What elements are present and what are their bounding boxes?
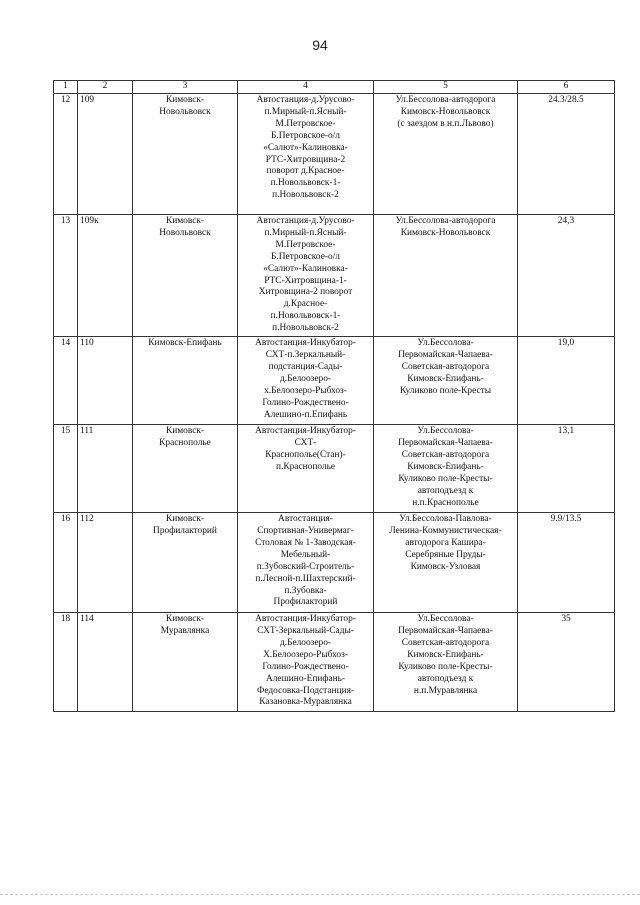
- route-path-cell-line: Спортивная-Универмаг-: [257, 525, 354, 536]
- route-length-cell: 24.3/28.5: [518, 94, 615, 215]
- route-path-cell-line: СХТ-: [294, 437, 317, 448]
- table-row: [54, 613, 615, 712]
- route-number-cell: 114: [78, 613, 133, 712]
- route-path-cell-line: п.Новольвовск-1-: [270, 311, 341, 322]
- route-streets-cell-line: Куликово поле-Кресты-: [398, 661, 493, 672]
- route-path-cell-line: п.Краснополье: [275, 461, 336, 472]
- route-path-cell-line: х.Белоозеро-Рыбхоз-: [264, 385, 347, 396]
- scan-marks: [0, 894, 640, 897]
- route-streets-cell-line: Куликово поле-Кресты: [399, 385, 492, 396]
- route-path-cell-line: Столовая № 1-Заводская-: [255, 537, 356, 548]
- route-name-cell: [133, 425, 238, 513]
- route-streets-cell-line: Советская-автодорога: [401, 449, 490, 460]
- route-streets-cell-line: н.п.Муравлянка: [413, 685, 478, 696]
- route-path-cell-line: подстанция-Сады-: [268, 361, 343, 372]
- route-path-cell-line: д.Белоозеро-: [279, 637, 332, 648]
- route-number-cell: 112: [78, 513, 133, 613]
- route-name-cell: [133, 337, 238, 425]
- page-number: 94: [312, 37, 328, 53]
- route-streets-cell: [374, 513, 518, 613]
- route-path-cell-line: п.Мирный-п.Ясный-: [264, 227, 347, 238]
- route-path-cell: [238, 94, 374, 215]
- table-row: [54, 337, 615, 425]
- route-path-cell-line: п.Зубовский-Строитель-: [256, 561, 355, 572]
- header-cell: 5: [374, 81, 518, 94]
- route-number-cell: 110: [78, 337, 133, 425]
- route-path-cell: [238, 613, 374, 712]
- route-streets-cell-line: Ул.Бессолова-: [417, 426, 474, 437]
- route-number-cell: 109к: [78, 215, 133, 337]
- route-name-cell-line: Новольвовск: [159, 227, 211, 238]
- header-cell: 3: [133, 81, 238, 94]
- route-streets-cell-line: Первомайская-Чапаева-: [398, 625, 493, 636]
- route-streets-cell-line: Советская-автодорога: [401, 637, 490, 648]
- routes-table: [53, 80, 615, 712]
- route-path-cell-line: «Салют»-Калиновка-: [263, 142, 348, 153]
- route-path-cell-line: СХТ-Зеркальный-Сады-: [257, 625, 354, 636]
- route-path-cell-line: Автостанция-Инкубатор-: [255, 338, 356, 349]
- route-name-cell: [133, 613, 238, 712]
- route-length-cell: 35: [518, 613, 615, 712]
- route-path-cell-line: п.Новольвовск-2: [272, 323, 339, 334]
- route-path-cell-line: Казановка-Муравлянка: [259, 697, 352, 708]
- route-path-cell-line: РТС-Хитровщина-1-: [264, 275, 347, 286]
- route-streets-cell-line: Куликово поле-Кресты-: [398, 473, 493, 484]
- route-streets-cell: [374, 94, 518, 215]
- route-streets-cell: [374, 215, 518, 337]
- route-path-cell-line: Автостанция-д.Урусово-: [256, 95, 355, 105]
- route-streets-cell: [374, 337, 518, 425]
- route-path-cell-line: Б.Петровское-о/л: [271, 130, 340, 141]
- route-path-cell-line: Голино-Рождествено-: [262, 397, 349, 408]
- route-streets-cell-line: Ленина-Коммунистическая-: [389, 525, 502, 536]
- route-path-cell-line: п.Зубовка-: [284, 585, 327, 596]
- route-name-cell-line: Кимовск-: [165, 426, 205, 437]
- route-streets-cell-line: Кимовск-Новольвовск: [400, 227, 491, 238]
- route-path-cell: [238, 337, 374, 425]
- route-streets-cell-line: автоподъезд к: [417, 485, 474, 496]
- route-name-cell-line: Кимовск-: [165, 216, 205, 226]
- table-row: [54, 425, 615, 513]
- route-name-cell-line: Кимовск-Епифань: [148, 338, 222, 349]
- route-streets-cell: [374, 425, 518, 513]
- route-path-cell-line: Б.Петровское-о/л: [271, 251, 340, 262]
- route-length-cell: 19,0: [518, 337, 615, 425]
- route-path-cell-line: Алешино-Епифань-: [265, 673, 346, 684]
- table-header: [54, 81, 615, 94]
- route-streets-cell-line: Серебряные Пруды-: [405, 549, 486, 560]
- route-name-cell-line: Кимовск-: [165, 514, 205, 525]
- route-path-cell-line: Мебельный-: [280, 549, 331, 560]
- route-streets-cell-line: Ул.Бессолова-: [417, 614, 474, 625]
- route-path-cell: [238, 425, 374, 513]
- route-path-cell-line: п.Новольвовск-2: [272, 190, 339, 201]
- row-number-cell: 12: [54, 94, 78, 215]
- route-path-cell-line: СХТ-п.Зеркальный-: [265, 349, 346, 360]
- route-streets-cell-line: Кимовск-Епифань-: [407, 649, 484, 660]
- route-path-cell-line: д.Красное-: [283, 299, 328, 310]
- route-streets-cell-line: Ул.Бессолова-Павлова-: [399, 514, 492, 525]
- row-number-cell: 15: [54, 425, 78, 513]
- route-path-cell-line: «Салют»-Калиновка-: [263, 263, 348, 274]
- route-name-cell: [133, 513, 238, 613]
- route-path-cell-line: Алешино-п.Епифань: [263, 409, 348, 420]
- route-name-cell-line: Новольвовск: [159, 106, 211, 117]
- route-length-cell: 13,1: [518, 425, 615, 513]
- row-number-cell: 18: [54, 613, 78, 712]
- route-streets-cell-line: Первомайская-Чапаева-: [398, 437, 493, 448]
- route-name-cell: [133, 94, 238, 215]
- route-streets-cell-line: автоподъезд к: [417, 673, 474, 684]
- table-row: [54, 215, 615, 337]
- route-path-cell-line: п.Новольвовск-1-: [270, 178, 341, 189]
- route-streets-cell-line: н.п.Краснополье: [412, 497, 479, 508]
- route-path-cell-line: Хитровщина-2 поворот: [258, 287, 353, 298]
- table-row: [54, 513, 615, 613]
- route-path-cell-line: д.Белоозеро-: [279, 373, 332, 384]
- route-path-cell-line: РТС-Хитровщина-2: [265, 154, 346, 165]
- route-number-cell: 109: [78, 94, 133, 215]
- route-path-cell-line: Автостанция-Инкубатор-: [255, 614, 356, 625]
- header-cell: 1: [54, 81, 78, 94]
- route-path-cell-line: Профилакторий: [273, 597, 338, 608]
- route-streets-cell-line: Советская-автодорога: [401, 361, 490, 372]
- header-row: [54, 81, 615, 94]
- table-body: [54, 94, 615, 712]
- route-path-cell-line: М.Петровское-: [275, 118, 336, 129]
- route-streets-cell-line: Кимовск-Епифань-: [407, 373, 484, 384]
- route-path-cell-line: Автостанция-д.Урусово-: [256, 216, 355, 226]
- route-path-cell-line: поворот д.Красное-: [266, 166, 345, 177]
- route-path-cell: [238, 513, 374, 613]
- route-path-cell-line: Голино-Рождествено-: [262, 661, 349, 672]
- route-name-cell: [133, 215, 238, 337]
- route-path-cell-line: Федосовка-Подстанция-: [256, 685, 355, 696]
- route-path-cell-line: Автостанция-: [278, 514, 333, 525]
- route-number-cell: 111: [78, 425, 133, 513]
- route-length-cell: 24,3: [518, 215, 615, 337]
- route-streets-cell-line: автодорога Кашира-: [405, 537, 486, 548]
- route-path-cell-line: Х.Белоозеро-Рыбхоз-: [263, 649, 348, 660]
- route-streets-cell-line: Ул.Бессолова-автодорога: [395, 95, 496, 105]
- route-streets-cell-line: Первомайская-Чапаева-: [398, 349, 493, 360]
- route-streets-cell-line: Кимовск-Новольвовск: [400, 106, 491, 117]
- table-row: [54, 94, 615, 215]
- route-name-cell-line: Краснополье: [159, 437, 211, 448]
- route-path-cell-line: М.Петровское-: [275, 239, 336, 250]
- route-name-cell-line: Профилакторий: [153, 525, 217, 536]
- row-number-cell: 16: [54, 513, 78, 613]
- route-path-cell-line: п.Лесной-п.Шахтерский-: [255, 573, 356, 584]
- route-streets-cell-line: Кимовск-Епифань-: [407, 461, 484, 472]
- route-streets-cell-line: (с заездом в н.п.Львово): [397, 118, 494, 129]
- route-streets-cell-line: Кимовск-Узловая: [410, 561, 481, 572]
- header-cell: 6: [518, 81, 615, 94]
- row-number-cell: 13: [54, 215, 78, 337]
- route-path-cell-line: Краснополье(Стан)-: [265, 449, 346, 460]
- route-name-cell-line: Кимовск-: [165, 95, 205, 105]
- route-length-cell: 9.9/13.5: [518, 513, 615, 613]
- header-cell: 2: [78, 81, 133, 94]
- row-number-cell: 14: [54, 337, 78, 425]
- header-cell: 4: [238, 81, 374, 94]
- route-path-cell-line: п.Мирный-п.Ясный-: [264, 106, 347, 117]
- route-name-cell-line: Кимовск-: [165, 614, 205, 625]
- route-streets-cell-line: Ул.Бессолова-: [417, 338, 474, 349]
- route-streets-cell: [374, 613, 518, 712]
- route-name-cell-line: Муравлянка: [160, 625, 210, 636]
- route-path-cell-line: Автостанция-Инкубатор-: [255, 426, 356, 437]
- route-streets-cell-line: Ул.Бессолова-автодорога: [395, 216, 496, 226]
- route-path-cell: [238, 215, 374, 337]
